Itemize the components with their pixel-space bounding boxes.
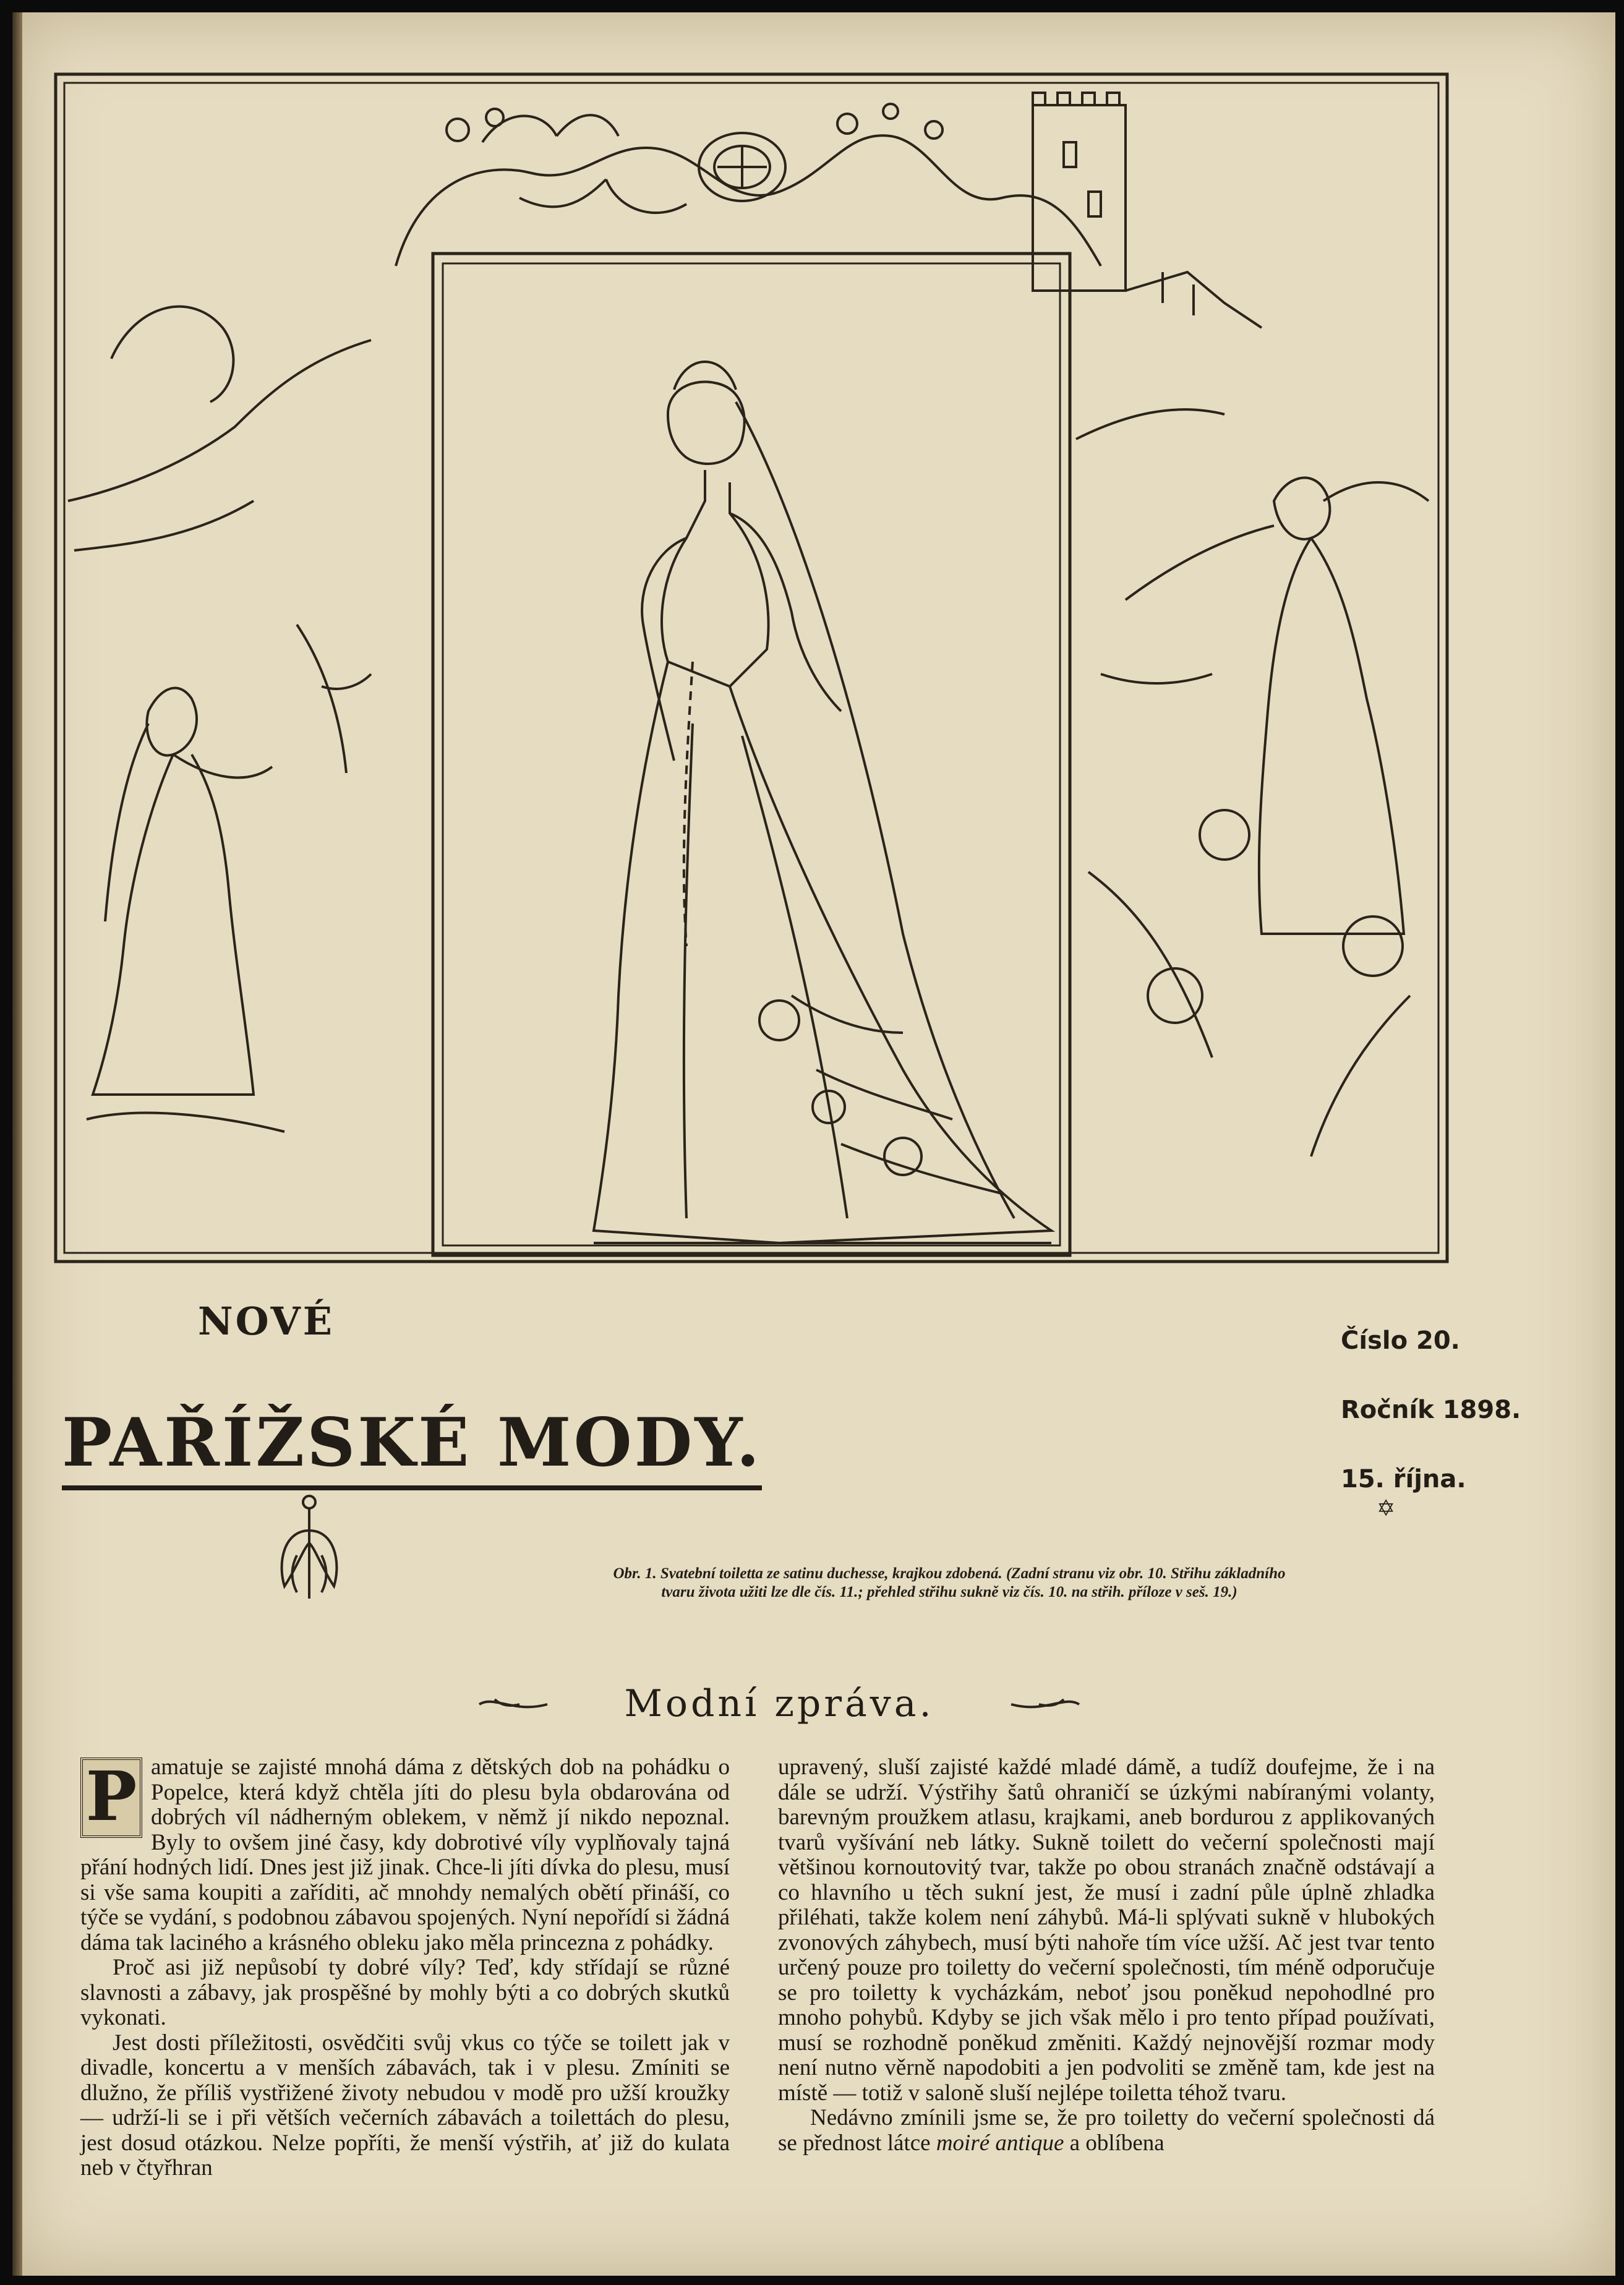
issue-date: 15. října. [1341,1465,1466,1493]
figure-caption: Obr. 1. Svatební toiletta ze satinu duchesse, krajkou zdobená. (Zadní stranu viz obr. 10. Střihu základního tvaru života užiti lze dle čís. 11.; přehled střihu sukně viz čís. 10. na střih. příloze v seš. 19.) [613,1565,1286,1600]
title-line-nove: NOVÉ [198,1299,335,1344]
engraving-illustration [49,68,1453,1305]
castle-vignette [1033,93,1262,328]
heading-flourish-left-icon [476,1692,550,1717]
article-paragraph: Jest dosti příležitosti, osvědčiti svůj vkus co týče se toilett jak v divadle, koncertu a v menších zábavách, tak i v plesu. Zmíniti se dlužno, že příliš vystřižené životy nebudou v modě pro užší kroužky — udrží-li se i při větších večerních zábavách a toilettách do plesu, jest dosud otázkou. Nelze popříti, že menší výstřih, ať již do kulata neb v čtyřhran [80,2030,730,2180]
paragraph-text: Nedávno zmínili jsme se, že pro toiletty do večerní společnosti dá se přednost látce [778,2105,1435,2156]
article-paragraph [80,1755,730,1955]
bride-figure [594,362,1051,1243]
illustration-frame [49,68,1453,1305]
dropcap-initial: P [80,1758,142,1838]
paragraph-text: amatuje se zajisté mnohá dáma z dětských dob na pohádku o Popelce, která když chtěla jíti do plesu byla obdarována od dobrých víl nádherným oblekem, v němž jí nikdo nepoznal. Byly to ovšem jiné časy, kdy dobrotivé víly vyplňovaly tajná přání hodných lidí. Dnes jest již jinak. Chce-li jíti dívka do plesu, musí si vše sama koupiti a zaříditi, ač mnohdy nemalých obětí přináší, co týče se vydání, s podobnou zábavou spojených. Nyní nepořídí si žádná dáma tak laciného a krásného obleku jako měla princezna z pohádky. [80,1754,730,1955]
top-vignette [396,104,1101,266]
star-ornament-icon: ✡ [1377,1496,1396,1521]
heading-flourish-right-icon [1008,1692,1082,1717]
emphasized-term: moiré antique [936,2130,1064,2156]
article-heading-text: Modní zpráva. [624,1682,934,1725]
title-line-parizske-mody: PAŘÍŽSKÉ MODY. [62,1404,762,1490]
article-column-left [80,1755,730,2181]
article-column-right [778,1755,1435,2156]
magazine-page [12,12,1615,2276]
princess-vignette [1076,409,1429,1156]
paragraph-tail: a oblíbena [1064,2130,1165,2156]
issue-volume: Ročník 1898. [1341,1396,1521,1424]
article-paragraph: Proč asi již nepůsobí ty dobré víly? Teď, kdy střídají se různé slavnosti a zábavy, jak prospěšné by mohly býti a co dobrých skutků vykonati. [80,1955,730,2030]
article-heading [470,1682,1088,1725]
article-paragraph: upravený, sluší zajisté každé mladé dámě, a tudíž doufejme, že i na dále se udrží. Výstřihy šatů ohraničí se úzkými nabíranými volanty, barevným proužkem atlasu, krajkami, aneb bordurou z applikovaných tvarů vyšívání neb látky. Sukně toilett do večerní společnosti mají většinou kornoutovitý tvar, takže po obou stranách značně odstávají a co hlavního u těch sukní jest, že musí i zadní půle úplně zhladka přiléhati, takže kolem není záhybů. Má-li splývati sukně v hlubokých zvonových záhybech, musí býti nahoře tím více užší. Ač jest tvar tento určený pouze pro toiletty do večerní společnosti, tím méně odporučuje se pro toiletty k vycházkám, neboť jsou poněkud nepohodlné pro mnoho pohybů. Kdyby se jich však mělo i pro tento případ používati, musí se rozhodně poněkud změniti. Každý nejnovější rozmar mody není nutno věrně napodobiti a jen podvoliti se změně tam, kde jest na místě — totiž v saloně sluší nejlépe toiletta téhož tvaru. [778,1754,1435,2106]
article-paragraph [778,2106,1435,2156]
issue-number: Číslo 20. [1341,1326,1460,1355]
issue-info [1341,1306,1521,1514]
cinderella-vignette [68,307,371,1132]
book-spine-edge [12,12,22,2276]
leaf-ornament-icon [272,1493,346,1605]
